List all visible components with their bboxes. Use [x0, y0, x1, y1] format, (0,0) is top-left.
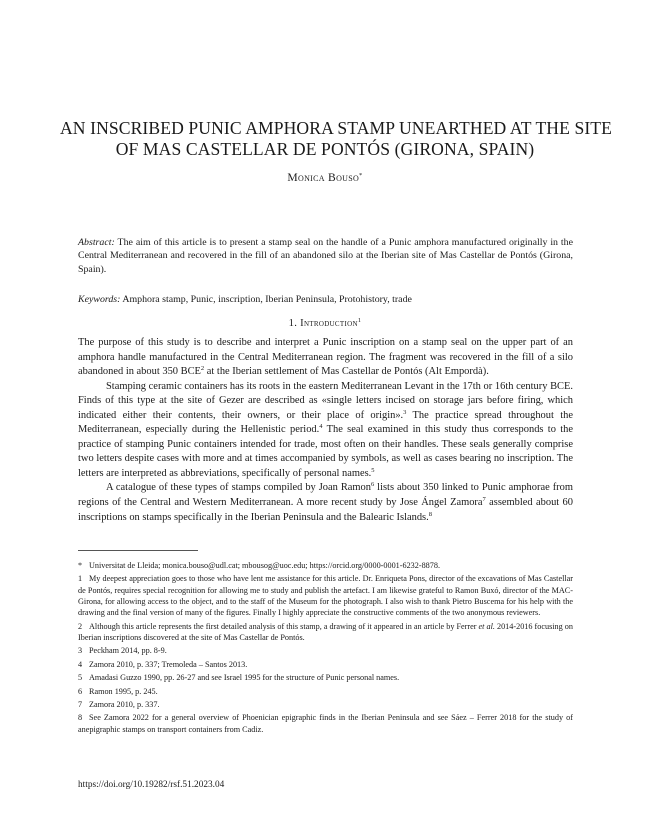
- paragraph-2: [78, 380, 573, 482]
- footnote-text: Peckham 2014, pp. 8-9.: [89, 646, 167, 656]
- footnote-text: 2014-2016 focusing on Iberian inscriptions discovered at the site of Mas Castellar de Pontós.: [78, 621, 573, 642]
- footnote-item: [78, 560, 573, 571]
- section-heading-text: 1. Introduction: [288, 318, 358, 329]
- footnote-text: See Zamora 2022 for a general overview of Phoenician epigraphic finds in the Iberian Peninsula and see Sáez – Ferrer 2018 for the study of anepigraphic stamps on transport containers from Cadiz.: [78, 713, 573, 734]
- footnote-item: [78, 659, 573, 670]
- abstract-text: The aim of this article is to present a stamp seal on the handle of a Punic amphora manufactured originally in the Central Mediterranean and recovered in the fill of an abandoned silo at the Iberian site of Mas Castellar de Pontós (Girona, Spain).: [78, 237, 573, 275]
- footnote-number: 2: [78, 621, 83, 631]
- title-line-1: AN INSCRIBED PUNIC AMPHORA STAMP UNEARTHED AT THE SITE: [60, 118, 612, 138]
- section-footnote-marker[interactable]: 1: [357, 317, 362, 324]
- footnote-ref-8[interactable]: 8: [428, 510, 432, 518]
- author-name: Monica Bouso: [287, 171, 360, 184]
- doi-link[interactable]: https://doi.org/10.19282/rsf.51.2023.04: [78, 780, 225, 790]
- keywords-text: Amphora stamp, Punic, inscription, Iberian Peninsula, Protohistory, trade: [122, 294, 412, 305]
- footnote-number: 7: [78, 699, 83, 709]
- footnotes: [78, 560, 573, 737]
- footnote-number: 8: [78, 713, 83, 723]
- footnote-item: [78, 645, 573, 656]
- paragraph-3-text-a: A catalogue of these types of stamps compiled by Joan Ramon: [106, 482, 371, 494]
- paragraph-3-text-b: lists about 350 linked to Punic amphorae from regions of the Central and Western Mediterranean. A more recent study by Jose Ángel Zamora: [78, 482, 573, 509]
- footnote-text-italic: et al.: [478, 621, 495, 631]
- footnote-item: [78, 573, 573, 618]
- keywords: [78, 293, 573, 306]
- footnote-ref-7[interactable]: 7: [482, 496, 486, 504]
- footnote-item: [78, 686, 573, 697]
- footnote-text: Amadasi Guzzo 1990, pp. 26-27 and see Israel 1995 for the structure of Punic personal names.: [89, 673, 400, 683]
- paragraph-1: [78, 336, 573, 380]
- paragraph-1-text-b: at the Iberian settlement of Mas Castellar de Pontós (Alt Empordà).: [204, 366, 489, 378]
- footnote-ref-2[interactable]: 2: [200, 365, 205, 373]
- title-line-2: OF MAS CASTELLAR DE PONTÓS (GIRONA, SPAIN): [115, 139, 535, 159]
- paragraph-2-text-b: The practice spread throughout the Mediterranean, especially during the Hellenistic period.: [78, 409, 573, 436]
- footnote-item: [78, 712, 573, 735]
- footnote-divider: [78, 550, 198, 551]
- footnote-text: Ramon 1995, p. 245.: [89, 686, 158, 696]
- footnote-text: Universitat de Lleida; monica.bouso@udl.cat; mbousog@uoc.edu; https://orcid.org/0000-0001-6232-8878.: [89, 561, 441, 570]
- footnote-number: *: [78, 561, 83, 570]
- footnote-item: [78, 672, 573, 683]
- footnote-text: Zamora 2010, p. 337; Tremoleda – Santos 2013.: [89, 659, 248, 669]
- footnote-text: My deepest appreciation goes to those who have lent me assistance for this article. Dr. Enriqueta Pons, director of the excavations of Mas Castellar de Pontós, requires special recognition for allowing me to study and publish the artefact. I am likewise grateful to Ramon Buxó, director of the MAC-Girona, for allowing access to the object, and to the staff of the Museum for the photograph. I also wish to thank Pietro Buscema for his help with the drawing and the final version of many of the figures. Finally I highly appreciate the constructive comments of the two anonymous reviewers.: [78, 574, 573, 618]
- footnote-item: [78, 621, 573, 644]
- author-footnote-marker[interactable]: *: [359, 172, 363, 179]
- footnote-number: 5: [78, 673, 83, 683]
- footnote-number: 3: [78, 646, 83, 656]
- paragraph-3-text-c: assembled about 60 inscriptions on stamps specifically in the Iberian Peninsula and the Balearic Islands.: [78, 497, 573, 523]
- keywords-label: Keywords:: [78, 294, 121, 305]
- footnote-ref-5[interactable]: 5: [371, 466, 375, 474]
- author-line: [60, 171, 590, 184]
- footnote-ref-4[interactable]: 4: [319, 423, 323, 431]
- paragraph-2-text-a: Stamping ceramic containers has its roots in the eastern Mediterranean Levant in the 17th or 16th century BCE. Finds of this type at the site of Gezer are described as «single letters incised on storage jars before firing, which indicated either their contents, their owners, or their place of origin».: [78, 380, 573, 421]
- footnote-number: 4: [78, 659, 83, 669]
- paragraph-2-text-c: The seal examined in this study thus corresponds to the practice of stamping Punic containers intended for trade, most often on their handles. These seals generally comprise two letters despite cases with more and at times accompanied by symbols, as well as cases bearing no inscription. The letters are interpreted as abbreviations, specifically of personal names.: [78, 424, 573, 479]
- footnote-number: 1: [78, 574, 83, 584]
- section-heading: [60, 318, 590, 329]
- paragraph-3: [78, 481, 573, 525]
- footnote-text: Although this article represents the first detailed analysis of this stamp, a drawing of it appeared in an article by Ferrer: [89, 621, 479, 631]
- footnote-ref-3[interactable]: 3: [403, 408, 407, 416]
- footnote-number: 6: [78, 686, 83, 696]
- abstract-label: Abstract:: [78, 237, 115, 248]
- paragraph-1-text-a: The purpose of this study is to describe and interpret a Punic inscription on a stamp seal on the upper part of an amphora handle manufactured in the Central Mediterranean region. The fragment was recovered in the fill of a silo abandoned in about 350 BCE: [78, 337, 573, 378]
- footnote-ref-6[interactable]: 6: [370, 481, 375, 489]
- body-text: [78, 336, 573, 525]
- footnote-text: Zamora 2010, p. 337.: [89, 699, 160, 709]
- article-title: [60, 118, 612, 160]
- abstract: [78, 236, 573, 276]
- footnote-item: [78, 699, 573, 710]
